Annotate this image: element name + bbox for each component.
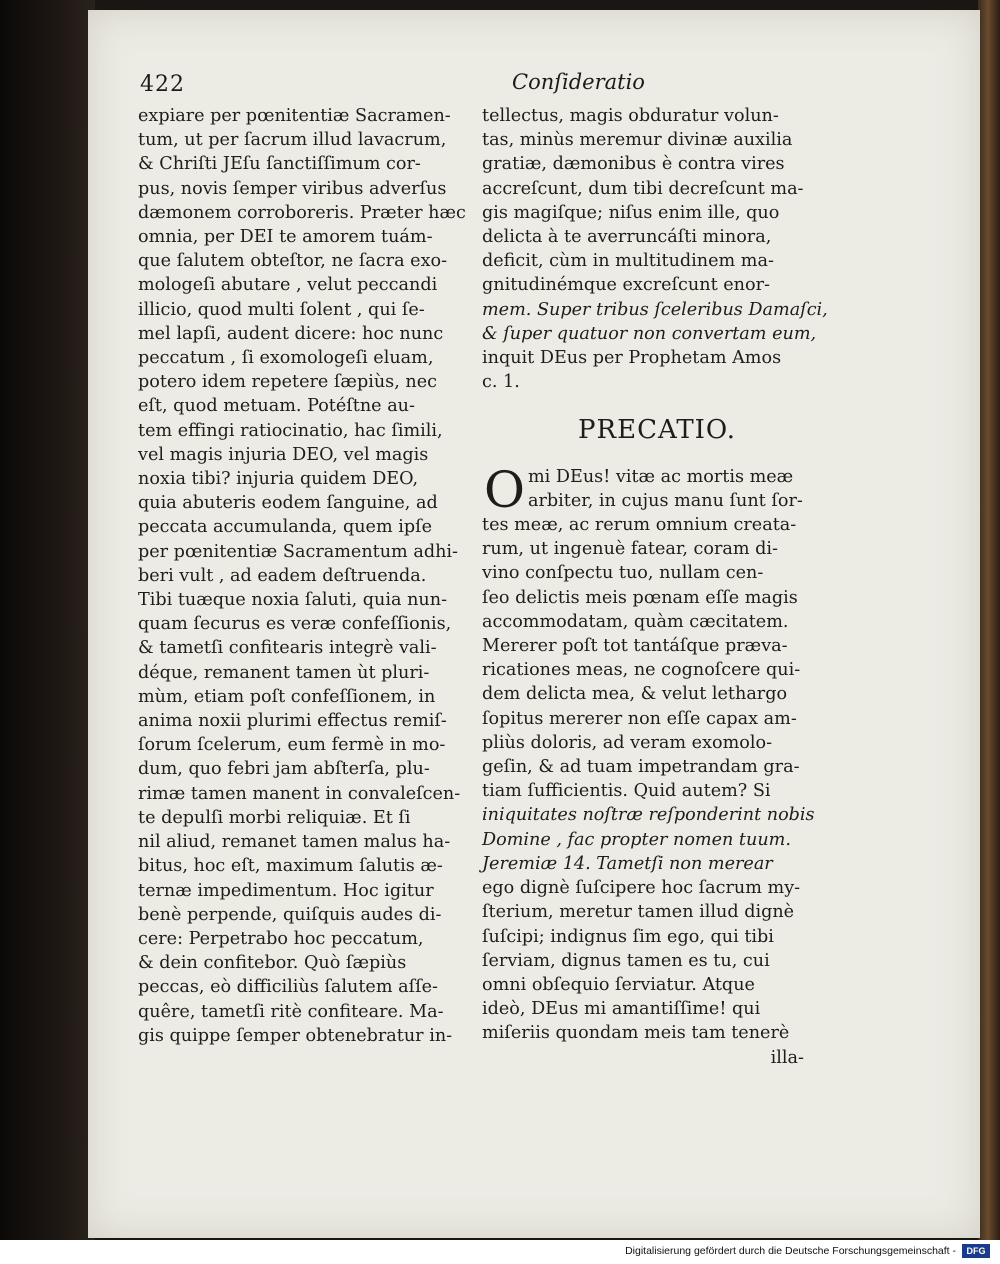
text-line: Tibi tuæque noxia ſaluti, quia nun- xyxy=(138,590,448,611)
text-line: eſt, quod metuam. Potéſtne au- xyxy=(138,396,415,417)
dfg-logo: DFG xyxy=(962,1244,990,1258)
text-line: omni obſequio ſerviatur. Atque xyxy=(482,974,755,995)
text-line: benè perpende, quiſquis audes di- xyxy=(138,904,442,925)
text-line: ſuſcipi; indignus ſim ego, qui tibi xyxy=(482,926,774,947)
text-line: peccata accumulanda, quem ipſe xyxy=(138,517,433,538)
text-line: miſeriis quondam meis tam tenerè xyxy=(482,1023,790,1044)
text-line: geſin, & ad tuam impetrandam gra- xyxy=(482,757,800,778)
text-line: noxia tibi? injuria quidem DEO, xyxy=(138,469,419,490)
text-line: gnitudinémque excreſcunt enor- xyxy=(482,275,770,296)
text-line: rum, ut ingenuè fatear, coram di- xyxy=(482,539,778,560)
footer-credit: Digitalisierung gefördert durch die Deutsche Forschungsgemeinschaft - xyxy=(625,1245,956,1257)
text-line: potero idem repetere ſæpiùs, nec xyxy=(138,372,437,393)
text-line: expiare per pœnitentiæ Sacramen- xyxy=(138,106,451,126)
text-line: tiam ſufficientis. Quid autem? Si xyxy=(482,781,771,802)
text-line: peccatum , ſi exomologeſi eluam, xyxy=(138,348,434,369)
text-line: & tametſi confitearis integrè vali- xyxy=(138,638,437,659)
text-line: quam ſecurus es veræ confeſſionis, xyxy=(138,614,452,635)
text-line: ego dignè ſuſcipere hoc ſacrum my- xyxy=(482,878,801,899)
text-line: pliùs doloris, ad veram exomolo- xyxy=(482,732,773,753)
text-line: déque, remanent tamen ùt pluri- xyxy=(138,662,430,683)
text-line: gratiæ, dæmonibus è contra vires xyxy=(482,154,785,175)
text-line: gis quippe ſemper obtenebratur in- xyxy=(138,1025,453,1046)
text-line: mem. Super tribus ſceleribus Damaſci, xyxy=(482,299,828,320)
text-line: que ſalutem obteſtor, ne ſacra exo- xyxy=(138,251,448,272)
text-line: deficit, cùm in multitudinem ma- xyxy=(482,251,774,272)
text-line: ſeo delictis meis pœnam eſſe magis xyxy=(482,587,798,608)
text-line: peccas, eò difficiliùs ſalutem aſſe- xyxy=(138,977,438,998)
text-line: & ſuper quatuor non convertam eum, xyxy=(482,323,817,344)
text-line: inquit DEus per Prophetam Amos xyxy=(482,348,782,369)
text-line: & Chriſti JEſu ſanctiſſimum cor- xyxy=(138,154,421,175)
text-line: mel lapſi, audent dicere: hoc nunc xyxy=(138,323,444,344)
text-line: bitus, hoc eſt, maximum ſalutis æ- xyxy=(138,856,443,877)
text-line: ideò, DEus mi amantiſſime! qui xyxy=(482,999,761,1020)
text-line: pus, novis ſemper viribus adverſus xyxy=(138,178,447,199)
running-title: Conſideratio xyxy=(512,70,645,94)
text-line: & dein confitebor. Quò ſæpiùs xyxy=(138,953,407,974)
text-line: delicta à te averruncáſti minora, xyxy=(482,227,772,248)
text-line: omnia, per DEI te amorem tuám- xyxy=(138,227,433,248)
text-line: quêre, tametſi ritè confiteare. Ma- xyxy=(138,1001,444,1022)
right-text-column xyxy=(482,104,828,1070)
text-line: mùm, etiam poſt confeſſionem, in xyxy=(138,686,436,707)
text-line: accreſcunt, dum tibi decreſcunt ma- xyxy=(482,178,804,199)
book-cover-edge xyxy=(978,0,1000,1240)
text-line: arbiter, in cujus manu ſunt ſor- xyxy=(528,490,803,511)
text-line: nil aliud, remanet tamen malus ha- xyxy=(138,832,451,853)
text-line: mologeſi abutare , velut peccandi xyxy=(138,275,438,296)
text-line: tes meæ, ac rerum omnium creata- xyxy=(482,515,797,536)
text-line: illicio, quod multi ſolent , qui ſe- xyxy=(138,299,425,320)
text-line: anima noxii plurimi effectus remiſ- xyxy=(138,711,447,732)
text-line: quia abuteris eodem ſanguine, ad xyxy=(138,493,438,514)
text-line: te depulſi morbi reliquiæ. Et ſi xyxy=(138,807,411,828)
text-line: Mererer poſt tot tantáſque præva- xyxy=(482,636,788,657)
text-line: ricationes meas, ne cognoſcere qui- xyxy=(482,660,801,681)
text-line: accommodatam, quàm cæcitatem. xyxy=(482,611,789,632)
text-line: ternæ impedimentum. Hoc igitur xyxy=(138,880,434,901)
text-line: rimæ tamen manent in convaleſcen- xyxy=(138,783,461,804)
text-line: per pœnitentiæ Sacramentum adhi- xyxy=(138,541,458,562)
page-header xyxy=(140,70,920,104)
text-line: ſorum ſcelerum, eum fermè in mo- xyxy=(138,735,446,756)
drop-cap: O xyxy=(484,460,525,519)
text-line: vel magis injuria DEO, vel magis xyxy=(138,444,429,465)
text-line: cere: Perpetrabo hoc peccatum, xyxy=(138,928,424,949)
prayer-lines xyxy=(482,460,815,1046)
text-line: ſterium, meretur tamen illud dignè xyxy=(482,902,795,923)
text-line: iniquitates noſtræ reſponderint nobis xyxy=(482,805,815,826)
text-line: c. 1. xyxy=(482,372,520,393)
text-line: tem effingi ratiocinatio, hac ſimili, xyxy=(138,420,443,441)
digitization-footer xyxy=(0,1240,1000,1264)
text-line: tas, minùs meremur divinæ auxilia xyxy=(482,130,793,151)
text-line: Jeremiæ 14. Tametſi non merear xyxy=(482,853,773,874)
right-column-continuation xyxy=(482,104,828,394)
left-text-column xyxy=(138,104,468,1048)
text-line: gis magiſque; niſus enim ille, quo xyxy=(482,202,780,223)
book-gutter-shadow xyxy=(0,0,95,1240)
text-line: vino conſpectu tuo, nullam cen- xyxy=(482,563,764,584)
text-line: tellectus, magis obduratur volun- xyxy=(482,106,779,126)
text-line: ſopitus mererer non eſſe capax am- xyxy=(482,708,797,729)
text-line: mi DEus! vitæ ac mortis meæ xyxy=(528,466,794,487)
text-line: Domine , fac propter nomen tuum. xyxy=(482,829,791,850)
text-line: beri vult , ad eadem deſtruenda. xyxy=(138,565,427,586)
text-line: ſerviam, dignus tamen es tu, cui xyxy=(482,950,770,971)
text-line: dum, quo febri jam abſterſa, plu- xyxy=(138,759,430,780)
page-number: 422 xyxy=(140,72,185,97)
section-heading-precatio: PRECATIO. xyxy=(578,415,736,446)
text-line: dem delicta mea, & velut lethargo xyxy=(482,684,788,705)
prayer-paragraph xyxy=(482,460,815,1046)
catchword: illa- xyxy=(770,1047,804,1068)
text-line: tum, ut per ſacrum illud lavacrum, xyxy=(138,130,447,151)
text-line: dæmonem corroboreris. Præter hæc xyxy=(138,202,466,223)
